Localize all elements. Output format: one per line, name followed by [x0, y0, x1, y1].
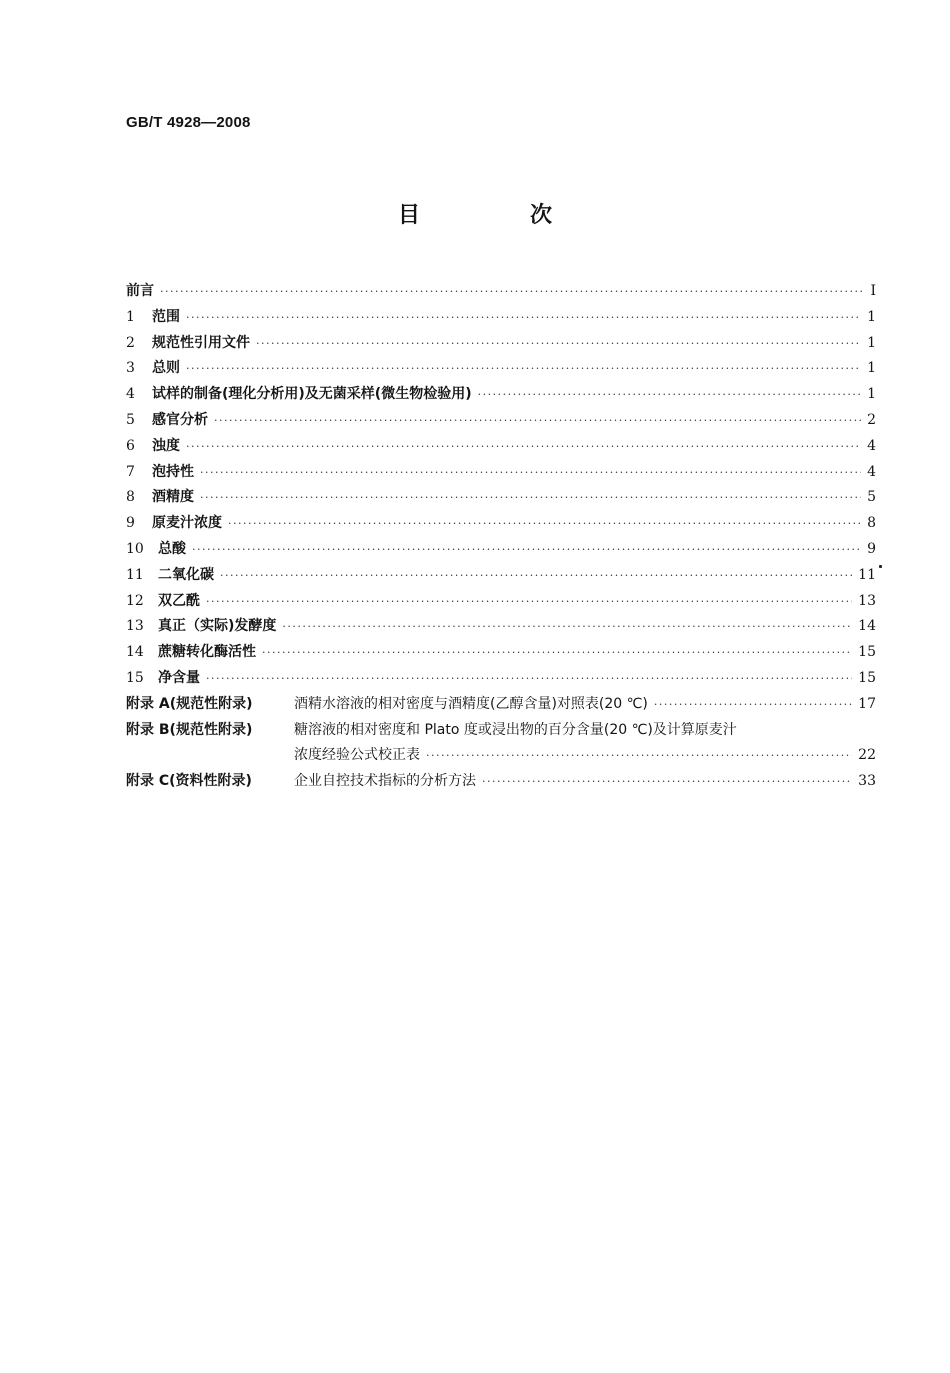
toc-entry-page: 9: [867, 540, 876, 557]
leader-dots: [256, 337, 861, 350]
appendix-prefix: 附录 C(资料性附录): [126, 773, 252, 790]
toc-entry-number: 13: [126, 618, 144, 635]
toc-appendix-b[interactable]: [126, 719, 876, 745]
toc-appendix-c[interactable]: [126, 770, 876, 796]
toc-entry-page: 1: [867, 308, 876, 325]
toc-appendix-b-continued[interactable]: [126, 744, 876, 770]
scan-speck: [879, 565, 882, 568]
toc-entry-page: 22: [858, 747, 876, 764]
toc-entry-number: 8: [126, 489, 135, 506]
toc-entry[interactable]: [126, 357, 876, 383]
toc-entry[interactable]: [126, 512, 876, 538]
leader-dots: [206, 672, 852, 685]
toc-entry-label: 真正（实际)发酵度: [158, 618, 277, 635]
leader-dots: [478, 388, 861, 401]
toc-entry-label: 酒精度: [152, 489, 194, 506]
toc-entry-page: 15: [858, 669, 876, 686]
toc-entry-page: 4: [867, 463, 876, 480]
toc-entry-page: 1: [867, 360, 876, 377]
toc-entry-number: 2: [126, 334, 135, 351]
toc-entry-number: 15: [126, 669, 144, 686]
toc-entry-number: 12: [126, 592, 144, 609]
toc-entry-number: 6: [126, 437, 135, 454]
toc-entry[interactable]: [126, 435, 876, 461]
leader-dots: [200, 466, 861, 479]
appendix-prefix: 附录 B(规范性附录): [126, 721, 253, 738]
leader-dots: [214, 414, 861, 427]
leader-dots: [228, 517, 861, 530]
toc-entry[interactable]: [126, 306, 876, 332]
toc-entry-page: 4: [867, 437, 876, 454]
toc-entry-number: 7: [126, 463, 135, 480]
toc-entry-page: 33: [858, 773, 876, 790]
toc-entry[interactable]: [126, 409, 876, 435]
leader-dots: [262, 646, 852, 659]
appendix-label: 糖溶液的相对密度和 Plato 度或浸出物的百分含量(20 ℃)及计算原麦汁: [294, 721, 737, 738]
table-of-contents: [126, 280, 876, 796]
toc-entry[interactable]: [126, 486, 876, 512]
toc-entry-label: 范围: [152, 308, 180, 325]
toc-entry-page: 5: [867, 489, 876, 506]
appendix-label-continued: 浓度经验公式校正表: [294, 747, 420, 764]
leader-dots: [426, 749, 852, 762]
toc-entry-number: 10: [126, 540, 144, 557]
appendix-prefix: 附录 A(规范性附录): [126, 695, 253, 712]
toc-entry[interactable]: [126, 615, 876, 641]
toc-entry-label: 泡持性: [152, 463, 194, 480]
appendix-label: 酒精水溶液的相对密度与酒精度(乙醇含量)对照表(20 ℃): [294, 695, 648, 712]
leader-dots: [206, 595, 852, 608]
toc-entry[interactable]: [126, 667, 876, 693]
toc-entry-number: 14: [126, 644, 144, 661]
toc-entry-number: 5: [126, 411, 135, 428]
leader-dots: [482, 775, 852, 788]
toc-entry-label: 浊度: [152, 437, 180, 454]
leader-dots: [654, 698, 852, 711]
toc-entry-number: 9: [126, 515, 135, 532]
toc-entry[interactable]: [126, 641, 876, 667]
toc-entry-number: 3: [126, 360, 135, 377]
toc-entry-label: 总则: [152, 360, 180, 377]
leader-dots: [186, 362, 861, 375]
toc-entry[interactable]: [126, 383, 876, 409]
toc-entry-label: 总酸: [158, 540, 186, 557]
toc-entry-label: 原麦汁浓度: [152, 515, 222, 532]
leader-dots: [200, 491, 861, 504]
toc-entry-label: 二氧化碳: [158, 566, 214, 583]
toc-entry-page: 14: [858, 618, 876, 635]
toc-entry-page: 11: [858, 566, 876, 583]
toc-entry-label: 试样的制备(理化分析用)及无菌采样(微生物检验用): [152, 386, 472, 403]
toc-appendix-a[interactable]: [126, 693, 876, 719]
toc-entry-foreword[interactable]: [126, 280, 876, 306]
toc-entry-page: 2: [867, 411, 876, 428]
toc-entry-page: 13: [858, 592, 876, 609]
page-title: 目 次: [397, 203, 596, 228]
toc-entry-page: Ⅰ: [870, 283, 876, 299]
appendix-label: 企业自控技术指标的分析方法: [294, 773, 476, 790]
leader-dots: [192, 543, 861, 556]
toc-entry-page: 1: [867, 334, 876, 351]
toc-entry-page: 17: [858, 695, 876, 712]
toc-entry-label: 蔗糖转化酶活性: [158, 644, 256, 661]
toc-entry[interactable]: [126, 564, 876, 590]
toc-entry-number: 4: [126, 386, 135, 403]
toc-entry-label: 规范性引用文件: [152, 334, 250, 351]
toc-entry-label: 双乙酰: [158, 592, 200, 609]
leader-dots: [160, 285, 864, 298]
leader-dots: [220, 569, 852, 582]
toc-entry[interactable]: [126, 538, 876, 564]
toc-entry-label: 前言: [126, 283, 154, 299]
toc-entry[interactable]: [126, 332, 876, 358]
standard-code: GB/T 4928—2008: [126, 114, 251, 131]
toc-entry-number: 11: [126, 566, 144, 583]
toc-entry-number: 1: [126, 308, 135, 325]
toc-entry[interactable]: [126, 461, 876, 487]
toc-entry-page: 8: [867, 515, 876, 532]
toc-entry-page: 1: [867, 386, 876, 403]
toc-entry[interactable]: [126, 590, 876, 616]
leader-dots: [282, 620, 852, 633]
toc-entry-label: 净含量: [158, 669, 200, 686]
leader-dots: [186, 311, 861, 324]
toc-entry-page: 15: [858, 644, 876, 661]
toc-entry-label: 感官分析: [152, 411, 208, 428]
leader-dots: [186, 440, 861, 453]
